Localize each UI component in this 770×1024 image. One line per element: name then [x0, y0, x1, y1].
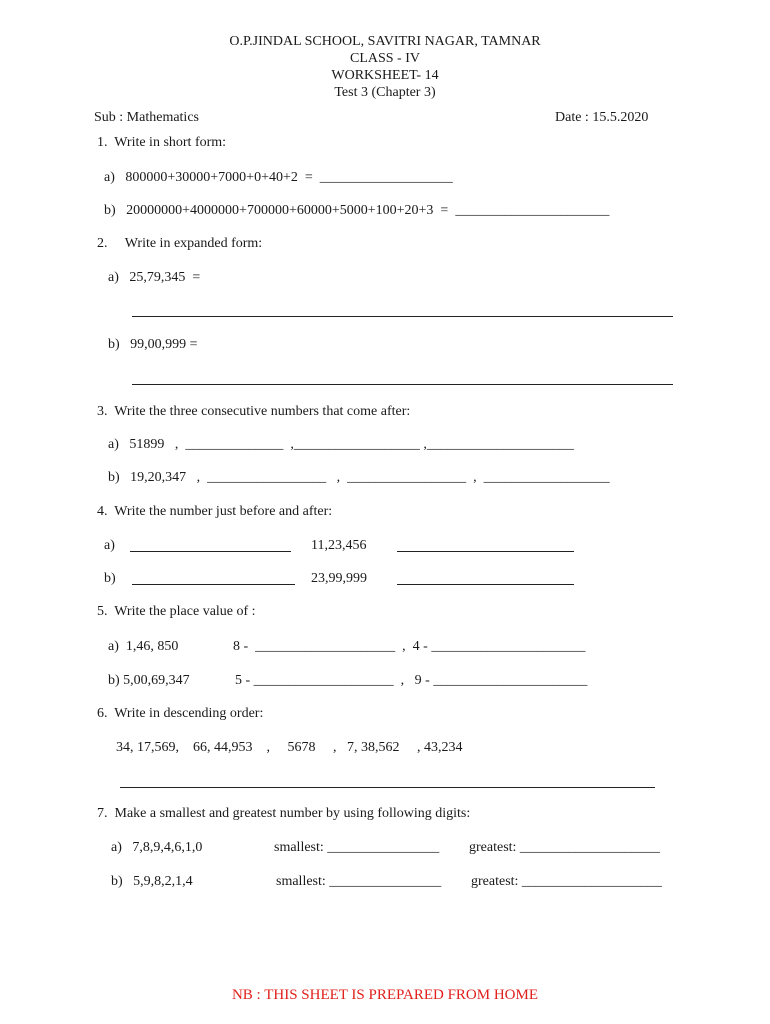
q4-a-after-line	[397, 551, 574, 552]
q7-b-digits: b) 5,9,8,2,1,4	[111, 874, 193, 889]
q4-b-label: b)	[104, 571, 116, 586]
q1-b: b) 20000000+4000000+700000+60000+5000+100+20+3 = ______________________	[104, 203, 610, 218]
q5-b-parts: 5 - ____________________ , 9 - ______________________	[235, 673, 588, 688]
q7-title: 7. Make a smallest and greatest number by using following digits:	[97, 806, 471, 821]
q4-a-number: 11,23,456	[311, 538, 367, 553]
q4-a-before-line	[130, 551, 291, 552]
q4-b-after-line	[397, 584, 574, 585]
q5-title: 5. Write the place value of :	[97, 604, 256, 619]
q7-b-greatest: greatest: ____________________	[471, 874, 662, 889]
q2-title: 2. Write in expanded form:	[97, 236, 263, 251]
q3-b: b) 19,20,347 , _________________ , _________________ , __________________	[108, 470, 610, 485]
q1-title: 1. Write in short form:	[97, 135, 227, 150]
q3-title: 3. Write the three consecutive numbers that come after:	[97, 404, 411, 419]
school-name: O.P.JINDAL SCHOOL, SAVITRI NAGAR, TAMNAR	[229, 34, 541, 49]
q6-title: 6. Write in descending order:	[97, 706, 264, 721]
q2-a-answer-line	[132, 316, 673, 317]
q6-numbers: 34, 17,569, 66, 44,953 , 5678 , 7, 38,562 , 43,234	[116, 740, 463, 755]
q1-a: a) 800000+30000+7000+0+40+2 = ___________________	[104, 170, 453, 185]
q5-a-number: a) 1,46, 850	[108, 639, 179, 654]
test-label: Test 3 (Chapter 3)	[334, 85, 436, 100]
q2-b: b) 99,00,999 =	[108, 337, 198, 352]
date-label: Date : 15.5.2020	[555, 110, 649, 125]
q4-b-number: 23,99,999	[311, 571, 367, 586]
q4-a-label: a)	[104, 538, 115, 553]
subject-label: Sub : Mathematics	[94, 110, 199, 125]
q4-title: 4. Write the number just before and after:	[97, 504, 333, 519]
q6-answer-line	[120, 787, 655, 788]
q7-b-smallest: smallest: ________________	[276, 874, 442, 889]
q2-a: a) 25,79,345 =	[108, 270, 201, 285]
footer-note: NB : THIS SHEET IS PREPARED FROM HOME	[231, 987, 539, 1003]
q3-a: a) 51899 , ______________ ,__________________ ,_____________________	[108, 437, 574, 452]
q2-b-answer-line	[132, 384, 673, 385]
q7-a-smallest: smallest: ________________	[274, 840, 440, 855]
q5-a-parts: 8 - ____________________ , 4 - ______________________	[233, 639, 586, 654]
q5-b-number: b) 5,00,69,347	[108, 673, 190, 688]
q4-b-before-line	[132, 584, 295, 585]
q7-a-greatest: greatest: ____________________	[469, 840, 660, 855]
worksheet-label: WORKSHEET- 14	[331, 68, 439, 83]
q7-a-digits: a) 7,8,9,4,6,1,0	[111, 840, 203, 855]
class-label: CLASS - IV	[349, 51, 420, 66]
